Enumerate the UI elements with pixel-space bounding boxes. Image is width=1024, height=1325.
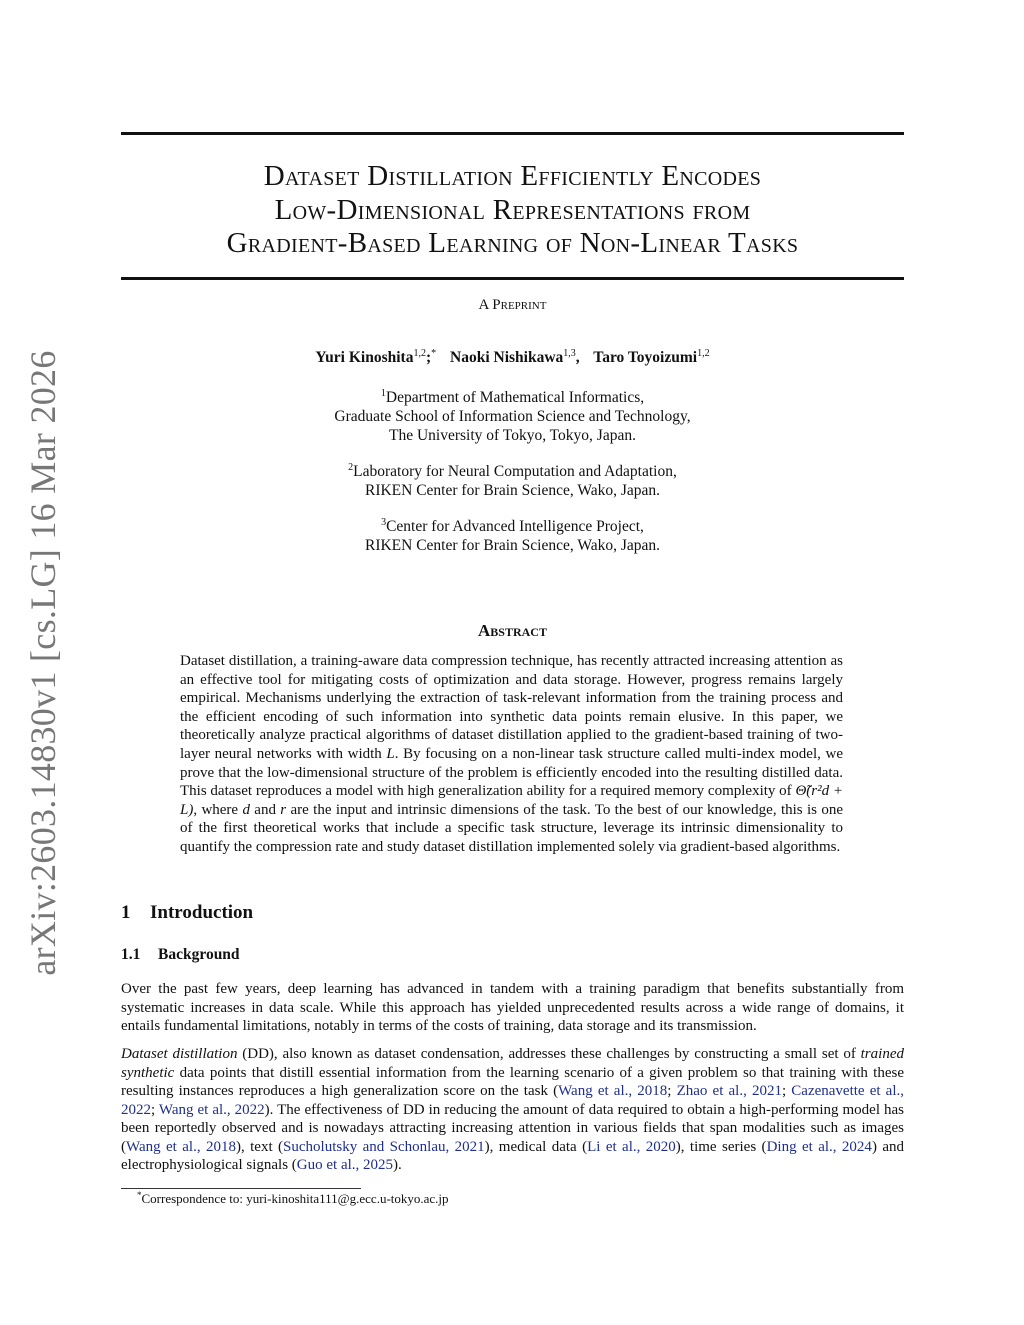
title-top-rule [121, 132, 904, 135]
author: Yuri Kinoshita$^{1,2}$;* [315, 348, 437, 366]
citation-link[interactable]: Cazenavette et al., 2022 [121, 1083, 904, 1118]
author-list [121, 349, 904, 367]
citation-link[interactable]: Wang et al., 2018 [558, 1083, 668, 1099]
body-paragraph-2: Dataset distillation (DD), also known as dataset condensation, addresses these challenges by constructing a small set of trained synthetic data points that distill essential information from the learning scenario of a given problem so that training with these resulting instances reproduces a high generalization score on the task (Wang et al., 2018; Zhao et al., 2021; Cazenavette et al., 2022; Wang et al., 2022). The effectiveness of DD in reducing the amount of data required to obtain a high-performing model has been reportedly observed and is nowadays attracting increasing attention in various fields that span modalities such as images (Wang et al., 2018), text (Sucholutsky and Schonlau, 2021), medical data (Li et al., 2020), time series (Ding et al., 2024) and electrophysiological signals (Guo et al., 2025). [121, 1046, 904, 1173]
citation-link[interactable]: Wang et al., 2018 [126, 1138, 236, 1155]
citation-link[interactable]: Guo et al., 2025 [296, 1157, 394, 1173]
affiliation-2: $^2$Laboratory for Neural Computation and Adaptation, RIKEN Center for Brain Science, Wako, Japan. [348, 462, 677, 499]
preprint-label: A Preprint [478, 297, 547, 313]
arxiv-stamp: arXiv:2603.14830v1 [cs.LG] 16 Mar 2026 [23, 350, 63, 976]
section-heading: 1 Introduction [121, 902, 254, 923]
citation-link[interactable]: Wang et al., 2022 [158, 1101, 265, 1118]
affiliation-3: $^3$Center for Advanced Intelligence Project, RIKEN Center for Brain Science, Wako, Japan. [364, 517, 661, 554]
citation-link[interactable]: Li et al., 2020 [587, 1138, 676, 1155]
author: Taro Toyoizumi$^{1,2}$ [593, 348, 710, 366]
title-line: Dataset Distillation Efficiently Encodes [263, 160, 762, 192]
footnote-rule [121, 1188, 361, 1189]
subsection-heading: 1.1 Background [121, 946, 240, 963]
footnote: *Correspondence to: yuri-kinoshita111@g.ecc.u-tokyo.ac.jp [137, 1190, 449, 1206]
paper-title [121, 160, 904, 261]
affiliation-1: $^1$Department of Mathematical Informatics, Graduate School of Information Science and Technology, The University of Tokyo, Tokyo, Japan. [334, 388, 691, 444]
body-paragraph-1: Over the past few years, deep learning has advanced in tandem with a training paradigm that benefits substantially from systematic increases in data scale. While this approach has yielded unprecedented results across a wide range of domains, it entails fundamental limitations, notably in terms of the costs of training, data storage and its transmission. [121, 981, 904, 1034]
author: Naoki Nishikawa$^{1,3}$, [450, 348, 580, 366]
abstract-text: Dataset distillation, a training-aware data compression technique, has recently attracted increasing attention as an effective tool for mitigating costs of optimization and data storage. However, progress remains largely empirical. Mechanisms underlying the extraction of task-relevant information from the training process and the efficient encoding of such information into synthetic data points remain elusive. In this paper, we theoretically analyze practical algorithms of dataset distillation applied to the gradient-based training of two-layer neural networks with width L. By focusing on a non-linear task structure called multi-index model, we prove that the low-dimensional structure of the problem is efficiently encoded into the resulting distilled data. This dataset reproduces a model with high generalization ability for a required memory complexity of Θ̃(r²d + L), where d and r are the input and intrinsic dimensions of the task. To the best of our knowledge, this is one of the first theoretical works that include a specific task structure, leverage its intrinsic dimensionality to quantify the compression rate and study dataset distillation implemented solely via gradient-based algorithms. [180, 653, 843, 855]
citation-link[interactable]: Ding et al., 2024 [766, 1138, 872, 1155]
abstract-heading: Abstract [478, 621, 547, 640]
citation-link[interactable]: Zhao et al., 2021 [676, 1083, 782, 1099]
citation-link[interactable]: Sucholutsky and Schonlau, 2021 [283, 1138, 485, 1155]
title-line: Gradient-Based Learning of Non-Linear Tasks [226, 227, 799, 259]
title-line: Low-Dimensional Representations from [274, 193, 751, 226]
title-bottom-rule [121, 277, 904, 280]
